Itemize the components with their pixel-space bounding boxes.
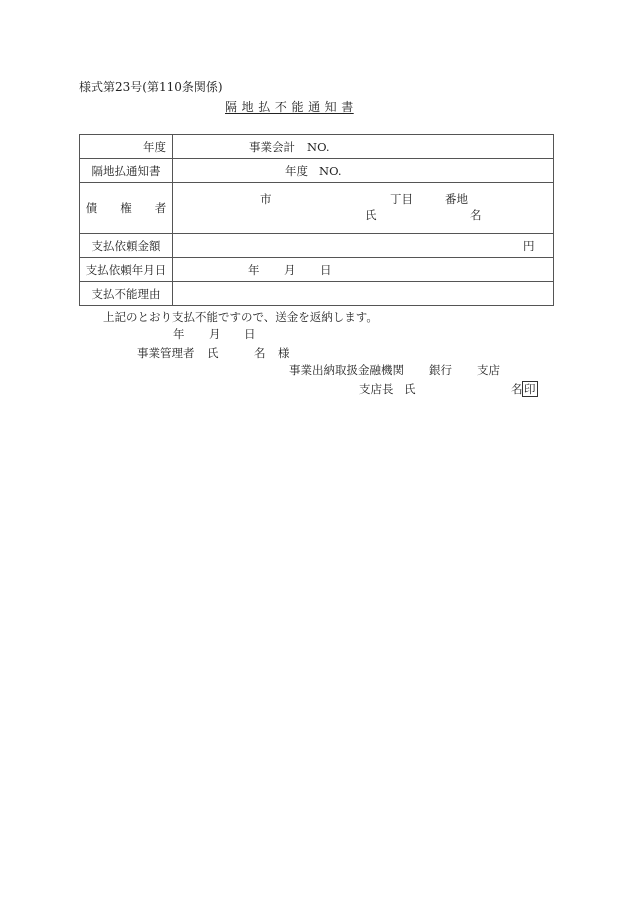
creditor-shi-label: 氏: [365, 208, 377, 222]
branch-manager-shi-label: 氏: [404, 382, 416, 396]
row-remittance-notice: [80, 159, 554, 183]
addressee-shi-label: 氏: [207, 346, 219, 360]
fiscal-accounting-label: 事業会計: [249, 140, 295, 154]
notice-table: [79, 134, 554, 306]
label-payment-date: 支払依頼年月日: [80, 258, 173, 282]
notice-no-label: NO.: [319, 164, 342, 178]
form-number: 様式第23号(第110条関係): [79, 80, 223, 94]
label-fiscal-year-text: 年度: [143, 139, 166, 154]
creditor-chome-label: 丁目: [390, 192, 413, 206]
financial-institution-label: 事業出納取扱金融機関: [289, 363, 404, 377]
return-statement: 上記のとおり支払不能ですので、送金を返納します。: [103, 310, 378, 324]
value-creditor[interactable]: [173, 183, 554, 234]
notice-year-label: 年度: [285, 164, 308, 178]
value-fiscal-year[interactable]: [173, 135, 554, 159]
creditor-city-label: 市: [260, 192, 272, 206]
amount-yen-label: 円: [523, 239, 535, 253]
value-payment-amount[interactable]: [173, 234, 554, 258]
label-nonpayment-reason: 支払不能理由: [80, 282, 173, 306]
creditor-mei-label: 名: [470, 208, 482, 222]
label-remittance-notice: 隔地払通知書: [80, 159, 173, 183]
seal-mark: 印: [524, 382, 536, 396]
value-remittance-notice[interactable]: [173, 159, 554, 183]
row-creditor: [80, 183, 554, 234]
payment-month-label: 月: [284, 263, 296, 277]
row-payment-amount: [80, 234, 554, 258]
date-year-label: 年: [173, 327, 185, 341]
label-payment-amount: 支払依頼金額: [80, 234, 173, 258]
date-month-label: 月: [209, 327, 221, 341]
addressee-honorific: 様: [278, 346, 290, 360]
label-fiscal-year: [80, 135, 173, 159]
branch-manager-title: 支店長: [359, 382, 394, 396]
date-day-label: 日: [244, 327, 256, 341]
bank-label: 銀行: [429, 363, 452, 377]
value-payment-date[interactable]: [173, 258, 554, 282]
payment-year-label: 年: [248, 263, 260, 277]
branch-manager-mei-label: 名: [511, 382, 523, 396]
row-fiscal-year: [80, 135, 554, 159]
value-nonpayment-reason[interactable]: [173, 282, 554, 306]
addressee-mei-label: 名: [254, 346, 266, 360]
row-payment-date: [80, 258, 554, 282]
addressee-title: 事業管理者: [137, 346, 195, 360]
branch-label: 支店: [477, 363, 500, 377]
fiscal-no-label: NO.: [307, 140, 330, 154]
creditor-banchi-label: 番地: [445, 192, 468, 206]
document-title: 隔 地 払 不 能 通 知 書: [225, 100, 354, 114]
payment-day-label: 日: [320, 263, 332, 277]
row-nonpayment-reason: [80, 282, 554, 306]
label-creditor: 債 権 者: [80, 183, 173, 234]
